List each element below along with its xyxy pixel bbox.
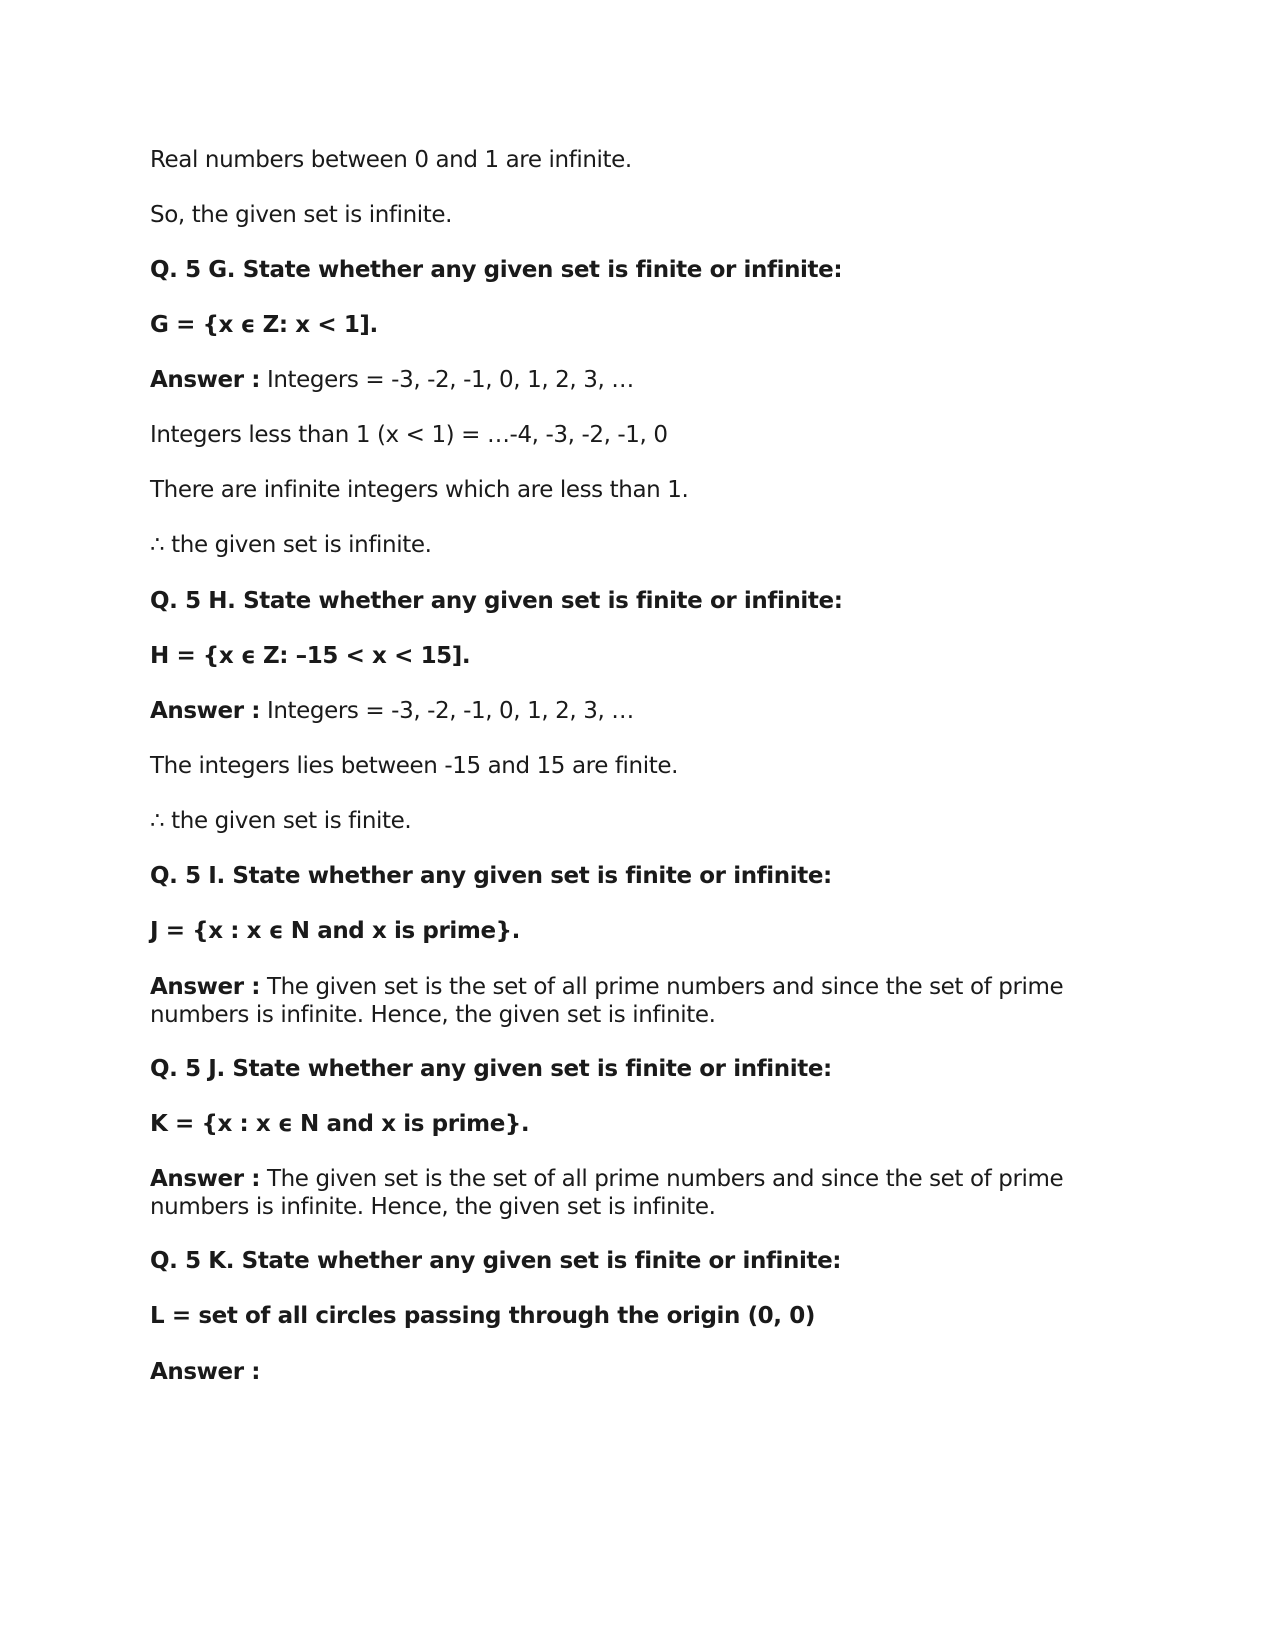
answer-line: [150, 366, 634, 394]
answer-text: The given set is the set of all prime numbers and since the set of prime numbers is infinite. Hence, the given set is infinite.: [150, 974, 1064, 1028]
answer-label: Answer :: [150, 367, 261, 393]
conclusion-line: ∴ the given set is finite.: [150, 808, 412, 834]
question-title: Q. 5 H. State whether any given set is finite or infinite:: [150, 588, 843, 614]
question-title: Q. 5 I. State whether any given set is finite or infinite:: [150, 863, 832, 889]
set-definition: G = {x ϵ Z: x < 1].: [150, 312, 378, 338]
set-definition: L = set of all circles passing through the origin (0, 0): [150, 1303, 815, 1329]
question-title: Q. 5 J. State whether any given set is finite or infinite:: [150, 1056, 832, 1082]
answer-label: Answer :: [150, 974, 261, 1000]
text-line: So, the given set is infinite.: [150, 202, 453, 228]
set-definition: H = {x ϵ Z: –15 < x < 15].: [150, 643, 471, 669]
answer-label: Answer :: [150, 1166, 261, 1192]
text-line: There are infinite integers which are less than 1.: [150, 477, 689, 503]
question-title: Q. 5 G. State whether any given set is finite or infinite:: [150, 257, 843, 283]
answer-text: Integers = -3, -2, -1, 0, 1, 2, 3, …: [260, 698, 634, 724]
text-line: Real numbers between 0 and 1 are infinite.: [150, 147, 632, 173]
text-line: The integers lies between -15 and 15 are finite.: [150, 753, 678, 779]
conclusion-line: ∴ the given set is infinite.: [150, 532, 432, 558]
question-title: Q. 5 K. State whether any given set is finite or infinite:: [150, 1248, 842, 1274]
text-line: Integers less than 1 (x < 1) = …-4, -3, -2, -1, 0: [150, 422, 668, 448]
set-definition: J = {x : x ϵ N and x is prime}.: [150, 918, 520, 944]
set-definition: K = {x : x ϵ N and x is prime}.: [150, 1111, 530, 1137]
answer-paragraph: [150, 973, 1090, 1029]
answer-label: Answer :: [150, 698, 261, 724]
answer-paragraph: [150, 1165, 1090, 1221]
answer-line: [150, 697, 634, 725]
answer-label: Answer :: [150, 1359, 261, 1385]
answer-text: Integers = -3, -2, -1, 0, 1, 2, 3, …: [260, 367, 634, 393]
answer-text: The given set is the set of all prime numbers and since the set of prime numbers is infinite. Hence, the given set is infinite.: [150, 1166, 1064, 1220]
